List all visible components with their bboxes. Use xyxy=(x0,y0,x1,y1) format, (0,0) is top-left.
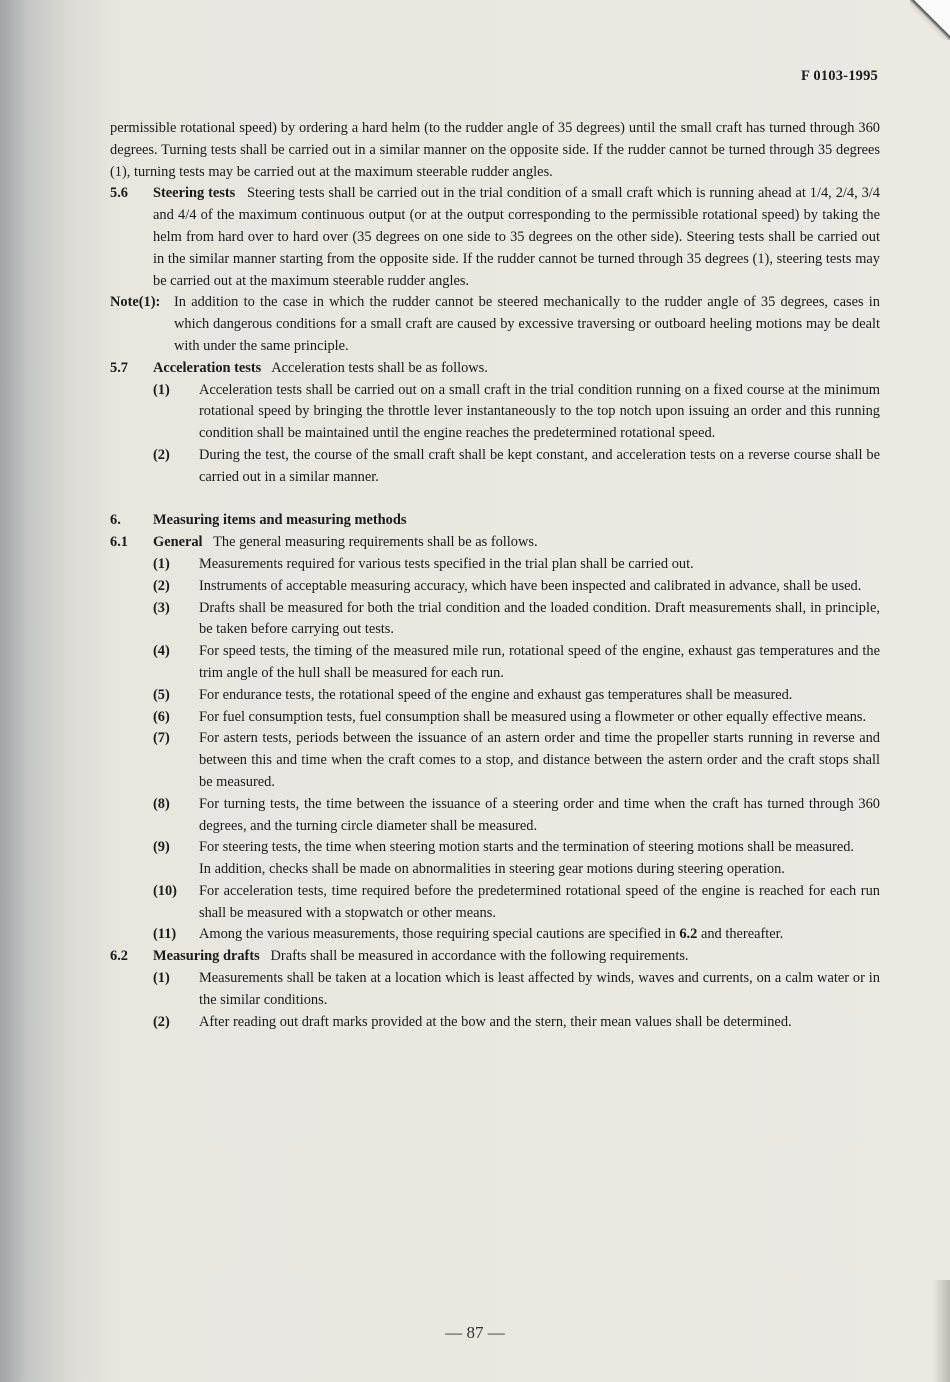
list-item: (6) For fuel consumption tests, fuel consumption shall be measured using a flowmeter or other equally effective means. xyxy=(153,708,867,725)
list-item-continuation: In addition, checks shall be made on abnormalities in steering gear motions during steering operation. xyxy=(199,861,785,878)
document-id: F 0103-1995 xyxy=(801,68,878,84)
list-item: (2) Instruments of acceptable measuring accuracy, which have been inspected and calibrated in advance, shall be used. xyxy=(153,577,862,594)
section-number: 6.1 xyxy=(110,534,128,551)
section-5-6 xyxy=(110,183,880,292)
list-item: (8) For turning tests, the time between the issuance of a steering order and time when the craft has turned through 360 degrees, and the turning circle diameter shall be measured. xyxy=(153,795,880,834)
section-5-7 xyxy=(110,358,880,380)
cross-reference: 6.2 xyxy=(679,926,698,943)
section-heading: Measuring items and measuring methods xyxy=(153,512,407,529)
section-number: 6.2 xyxy=(110,948,128,965)
section-text: Drafts shall be measured in accordance with the following requirements. xyxy=(270,948,689,965)
section-text: Steering tests shall be carried out in the trial condition of a small craft which is running ahead at 1/4, 2/4, 3/4 and 4/4 of the maximum continuous output (or at the output corresponding to the permissible rotational speed) by taking the helm from hard over to hard over (35 degrees on one side to 35 degrees on the other side). Steering tests shall be carried out in the similar manner starting from the opposite side. If the rudder cannot be turned through 35 degrees (1), steering tests may be carried out at the maximum steerable rudder angles. xyxy=(153,185,880,289)
list-item: (1) Acceleration tests shall be carried out on a small craft in the trial condition running on a fixed course at the minimum rotational speed by bringing the throttle lever instantaneously to the top notch upon issuing an order and this running condition shall be maintained until the engine reaches the predetermined rotational speed. xyxy=(153,381,880,442)
intro-paragraph: permissible rotational speed) by ordering a hard helm (to the rudder angle of 35 degrees) until the small craft has turned through 360 degrees. Turning tests shall be carried out in a similar manner on the opposite side. If the rudder cannot be turned through 35 degrees (1), turning tests may be carried out at the maximum steerable rudder angles. xyxy=(110,120,880,180)
list-item: (3) Drafts shall be measured for both the trial condition and the loaded condition. Draft measurements shall, in principle, be taken before carrying out tests. xyxy=(153,599,880,638)
list-item: (10) For acceleration tests, time required before the predetermined rotational speed of the engine is reached for each run shall be measured with a stopwatch or other means. xyxy=(153,882,880,921)
list-item: (1) Measurements required for various tests specified in the trial plan shall be carried out. xyxy=(153,555,694,572)
list-item: (2) During the test, the course of the small craft shall be kept constant, and acceleration tests on a reverse course shall be carried out in a similar manner. xyxy=(153,446,880,485)
section-number: 5.6 xyxy=(110,185,128,202)
section-number: 5.7 xyxy=(110,359,128,376)
list-item: (7) For astern tests, periods between the issuance of an astern order and time the propeller starts running in reverse and between this and time when the craft comes to a stop, and distance between the astern order and the craft stops shall be measured. xyxy=(153,730,880,790)
section-title: Acceleration tests xyxy=(153,359,262,376)
section-6 xyxy=(110,510,880,532)
list-item: (1) Measurements shall be taken at a location which is least affected by winds, waves and currents, on a calm water or in the similar conditions. xyxy=(153,970,880,1008)
list-item: (5) For endurance tests, the rotational speed of the engine and exhaust gas temperatures shall be measured. xyxy=(153,686,793,703)
list-item: (11) Among the various measurements, those requiring special cautions are specified in 6.2 and thereafter. xyxy=(153,926,784,943)
section-number: 6. xyxy=(110,512,121,529)
note-1 xyxy=(110,292,880,357)
section-text: The general measuring requirements shall be as follows. xyxy=(213,534,538,551)
section-title: General xyxy=(153,534,203,551)
note-label: Note(1): xyxy=(110,294,161,311)
page-number: — 87 — xyxy=(445,1323,505,1342)
section-text: Acceleration tests shall be as follows. xyxy=(271,359,488,376)
section-title: Measuring drafts xyxy=(153,948,260,965)
list-item: (2) After reading out draft marks provided at the bow and the stern, their mean values shall be determined. xyxy=(153,1013,792,1030)
section-title: Steering tests xyxy=(153,185,236,202)
note-text: In addition to the case in which the rudder cannot be steered mechanically to the rudder angle of 35 degrees, cases in which dangerous conditions for a small craft are caused by excessive traversing or outboard heeling motions may be dealt with under the same principle. xyxy=(174,294,880,354)
list-item: (4) For speed tests, the timing of the measured mile run, rotational speed of the engine, exhaust gas temperatures and the trim angle of the hull shall be measured for each run. xyxy=(153,643,880,681)
document-body xyxy=(110,118,880,1033)
page-corner-fold xyxy=(910,0,950,40)
list-item: (9) For steering tests, the time when steering motion starts and the termination of steering motions shall be measured. xyxy=(153,839,855,856)
section-6-1 xyxy=(110,532,880,554)
section-6-2 xyxy=(110,946,880,968)
